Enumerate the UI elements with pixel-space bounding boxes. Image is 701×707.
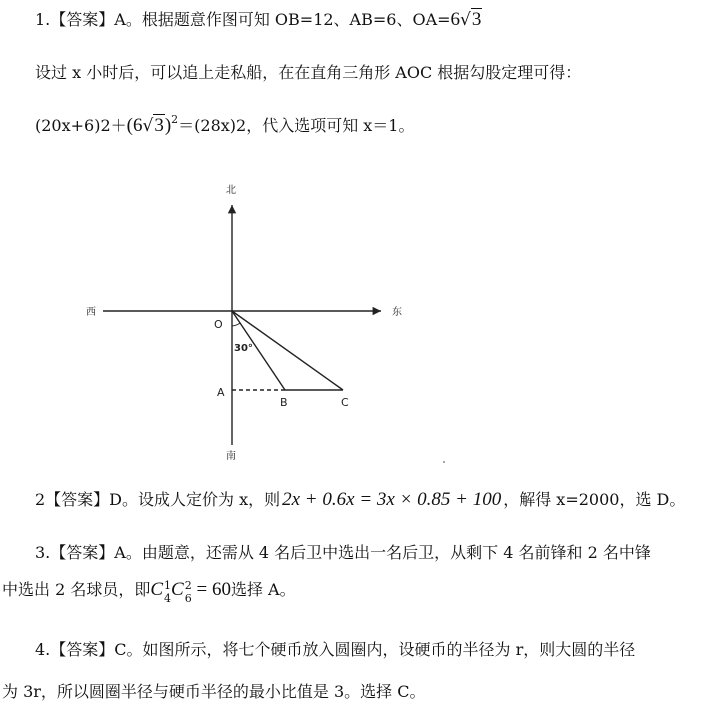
answer-1-text: 1.【答案】A。根据题意作图可知 OB=12、AB=6、OA= bbox=[35, 10, 451, 29]
combination-2-indices bbox=[184, 579, 192, 605]
sqrt-icon: √ bbox=[460, 10, 471, 30]
oa-value-radicand: 3 bbox=[471, 9, 482, 30]
answer-2-prefix: 2【答案】D。设成人定价为 x，则 bbox=[35, 490, 281, 509]
combination-2-sup: 2 bbox=[184, 579, 192, 592]
label-south: 南 bbox=[226, 451, 236, 462]
label-north: 北 bbox=[226, 185, 236, 196]
equation-right: ＝(28x)2，代入选项可知 x＝1。 bbox=[178, 116, 415, 135]
answer-2 bbox=[35, 490, 685, 510]
label-b: B bbox=[280, 396, 288, 409]
equation-radicand: 3 bbox=[154, 115, 164, 136]
answer-3-line-2-suffix: 选择 A。 bbox=[230, 580, 296, 599]
answer-3-line-1: 3.【答案】A。由题意，还需从 4 名后卫中选出一名后卫，从剩下 4 名前锋和 2 名中锋 bbox=[35, 543, 651, 562]
combination-c-letter: C bbox=[150, 579, 164, 600]
combination-1-sub: 4 bbox=[164, 592, 172, 605]
label-o: O bbox=[214, 318, 223, 331]
answer-2-suffix: ，解得 x=2000，选 D。 bbox=[503, 490, 686, 509]
answer-4-line-1: 4.【答案】C。如图所示，将七个硬币放入圆圈内，设硬币的半径为 r，则大圆的半径 bbox=[35, 640, 636, 659]
combination-result: = 60 bbox=[191, 579, 231, 600]
combination-1-sup: 1 bbox=[164, 579, 172, 592]
label-a: A bbox=[217, 386, 225, 399]
answer-4-line-2: 为 3r，所以圆圈半径与硬币半径的最小比值是 3。选择 C。 bbox=[2, 682, 426, 701]
label-angle: 30° bbox=[234, 343, 253, 354]
label-c: C bbox=[341, 396, 349, 409]
equation-paren-close: ) bbox=[164, 115, 172, 136]
equation-exponent: 2 bbox=[171, 113, 179, 126]
answer-3-line-2-prefix: 中选出 2 名球员，即 bbox=[2, 580, 151, 599]
combination-2-sub: 6 bbox=[184, 592, 192, 605]
answer-2-equation: 2x + 0.6x = 3x × 0.85 + 100 bbox=[282, 489, 502, 510]
equation-left: (20x+6)2＋ bbox=[35, 116, 127, 135]
equation-paren-open: (6 bbox=[126, 115, 143, 136]
label-west: 西 bbox=[86, 307, 96, 318]
stray-dot bbox=[443, 461, 445, 463]
sqrt-icon: √ bbox=[142, 116, 154, 136]
oa-value-coefficient: 6 bbox=[450, 9, 461, 30]
angle-arc bbox=[232, 323, 240, 326]
answer-3-line-2 bbox=[2, 579, 296, 605]
answer-1-line-2: 设过 x 小时后，可以追上走私船，在在直角三角形 AOC 根据勾股定理可得： bbox=[35, 63, 582, 82]
combination-1-indices bbox=[163, 579, 172, 605]
label-east: 东 bbox=[392, 307, 402, 318]
combination-c-letter-2: C bbox=[171, 579, 184, 600]
